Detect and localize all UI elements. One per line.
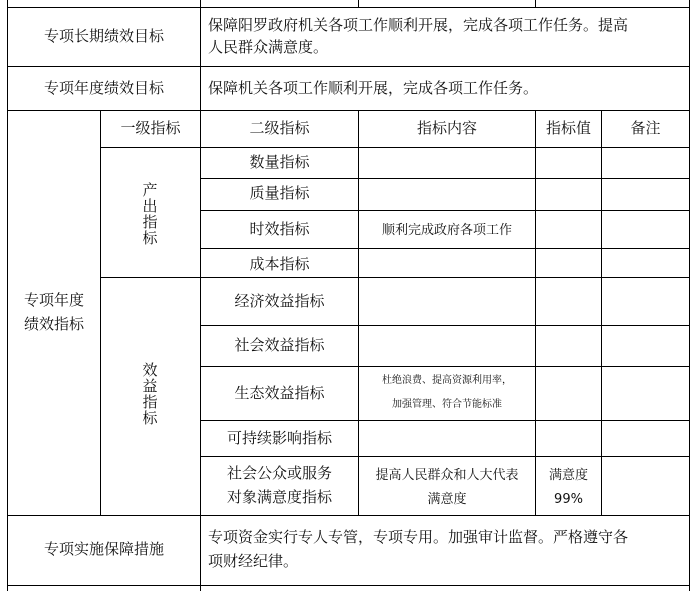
- long-term-goal-label: 专项长期绩效目标: [43, 27, 164, 45]
- header-content: 指标内容: [416, 119, 477, 137]
- item-quantity: 数量指标: [249, 153, 310, 171]
- group-benefit-indicators: 效益指标: [142, 361, 158, 427]
- header-value: 指标值: [545, 119, 591, 137]
- item-ecological-benefit: 生态效益指标: [234, 384, 325, 402]
- annual-goal-label: 专项年度绩效目标: [43, 79, 164, 97]
- header-level1: 一级指标: [120, 119, 181, 137]
- measures-content-line1: 专项资金实行专人专管，专项专用。加强审计监督。严格遵守各: [208, 528, 629, 546]
- long-term-goal-content-line2: 人民群众满意度。: [208, 38, 329, 56]
- annual-goal-content: 保障机关各项工作顺利开展，完成各项工作任务。: [208, 79, 539, 97]
- group-output-indicators: 产出指标: [142, 181, 158, 247]
- item-social-benefit: 社会效益指标: [234, 336, 325, 354]
- item-ecological-content-line1: 杜绝浪费、提高资源利用率，: [382, 375, 512, 386]
- long-term-goal-content-line1: 保障阳罗政府机关各项工作顺利开展，完成各项工作任务。提高: [208, 16, 629, 34]
- item-satisfaction-value-line2: 99%: [554, 492, 583, 507]
- item-quality: 质量指标: [249, 184, 310, 202]
- measures-label: 专项实施保障措施: [43, 540, 164, 558]
- item-ecological-content-line2: 加强管理、符合节能标准: [392, 399, 502, 410]
- header-level2: 二级指标: [249, 119, 310, 137]
- item-satisfaction-value-line1: 满意度: [548, 468, 588, 483]
- item-cost: 成本指标: [249, 255, 310, 273]
- item-satisfaction-content-line1: 提高人民群众和人大代表: [375, 468, 519, 483]
- item-sustainable-impact: 可持续影响指标: [226, 429, 332, 447]
- item-timeliness-content: 顺利完成政府各项工作: [381, 223, 512, 238]
- item-timeliness: 时效指标: [249, 220, 310, 238]
- header-note: 备注: [630, 119, 661, 137]
- item-economic-benefit: 经济效益指标: [234, 292, 325, 310]
- item-satisfaction-line1: 社会公众或服务: [226, 464, 332, 482]
- item-satisfaction-content-line2: 满意度: [427, 492, 467, 507]
- indicators-label-line1: 专项年度: [23, 291, 84, 309]
- indicators-label-line2: 绩效指标: [23, 315, 84, 333]
- item-satisfaction-line2: 对象满意度指标: [226, 488, 332, 506]
- measures-content-line2: 项财经纪律。: [208, 552, 299, 570]
